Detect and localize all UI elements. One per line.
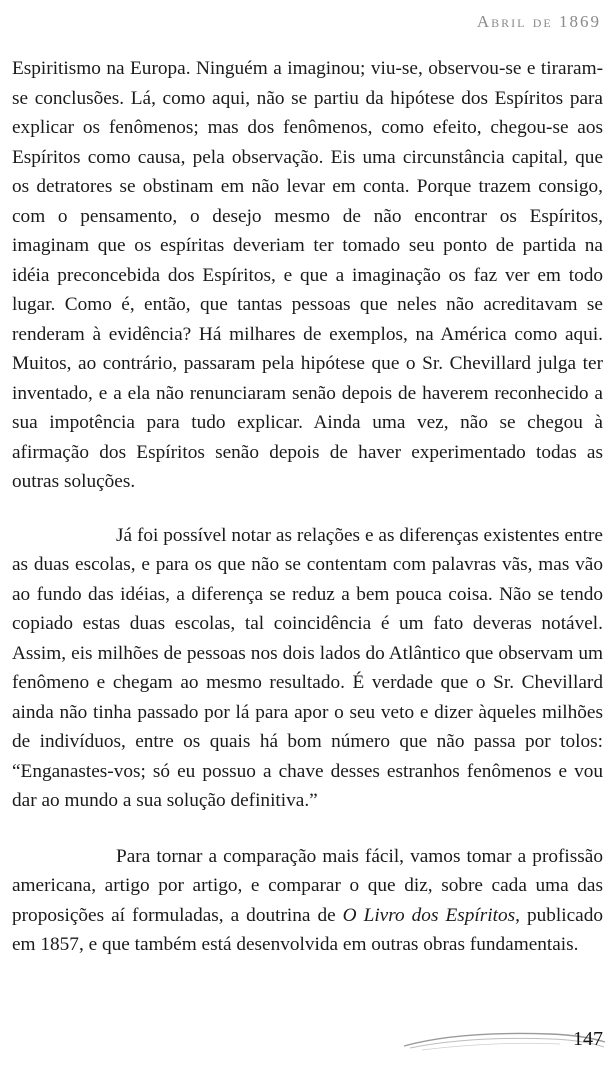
paragraph-3-text-after: , publicado em 1857, e que também está desenvolvida em outras obras fundamentais. — [12, 904, 603, 955]
page-number: 147 — [573, 1028, 603, 1050]
paragraph-1: Espiritismo na Europa. Ninguém a imaginou; viu-se, observou-se e tiraram-se conclusões. Lá, como aqui, não se partiu da hipótese dos Espíritos para explicar os fenômenos; mas dos fenômenos, como efeito, chegou-se aos Espíritos como causa, pela observação. Eis uma circunstância capital, que os detratores se obstinam em não levar em conta. Porque trazem consigo, com o pensamento, o desejo mesmo de não encontrar os Espíritos, imaginam que os espíritas deveriam ter tomado seu ponto de partida na idéia preconcebida dos Espíritos, e que a imaginação os faz ver em todo lugar. Como é, então, que tantas pessoas que neles não acreditavam se renderam à evidência? Há milhares de exemplos, na América como aqui. Muitos, ao contrário, passaram pela hipótese que o Sr. Chevillard julga ter inventado, e a ela não renunciaram senão depois de haverem reconhecido a sua impotência para tudo explicar. Ainda uma vez, não se chegou à afirmação dos Espíritos senão depois de haver experimentado todas as outras soluções. — [12, 58, 603, 492]
page-footer — [0, 1010, 611, 1065]
running-header: Abril de 1869 — [476, 12, 601, 31]
book-title-italic: O Livro dos Espíritos — [342, 904, 516, 926]
paragraph-3-text-before: Para tornar a comparação mais fácil, vamos tomar a profissão americana, artigo por artigo, e comparar o que diz, sobre cada uma das proposições aí formuladas, a doutrina de — [12, 845, 603, 926]
paragraph-3 — [12, 842, 603, 960]
page-body — [12, 54, 603, 960]
paragraph-2: Já foi possível notar as relações e as diferenças existentes entre as duas escolas, e para os que não se contentam com palavras vãs, mas vão ao fundo das idéias, a diferença se reduz a bem pouca coisa. Não se tendo copiado estas duas escolas, tal coincidência é um fato deveras notável. Assim, eis milhões de pessoas nos dois lados do Atlântico que observam um fenômeno e chegam ao mesmo resultado. É verdade que o Sr. Chevillard ainda não tinha passado por lá para apor o seu veto e dizer àqueles milhões de indivíduos, entre os quais há bom número que não passa por tolos: “Enganastes-vos; só eu possuo a chave desses estranhos fenômenos e vou dar ao mundo a sua solução definitiva.” — [12, 524, 603, 811]
